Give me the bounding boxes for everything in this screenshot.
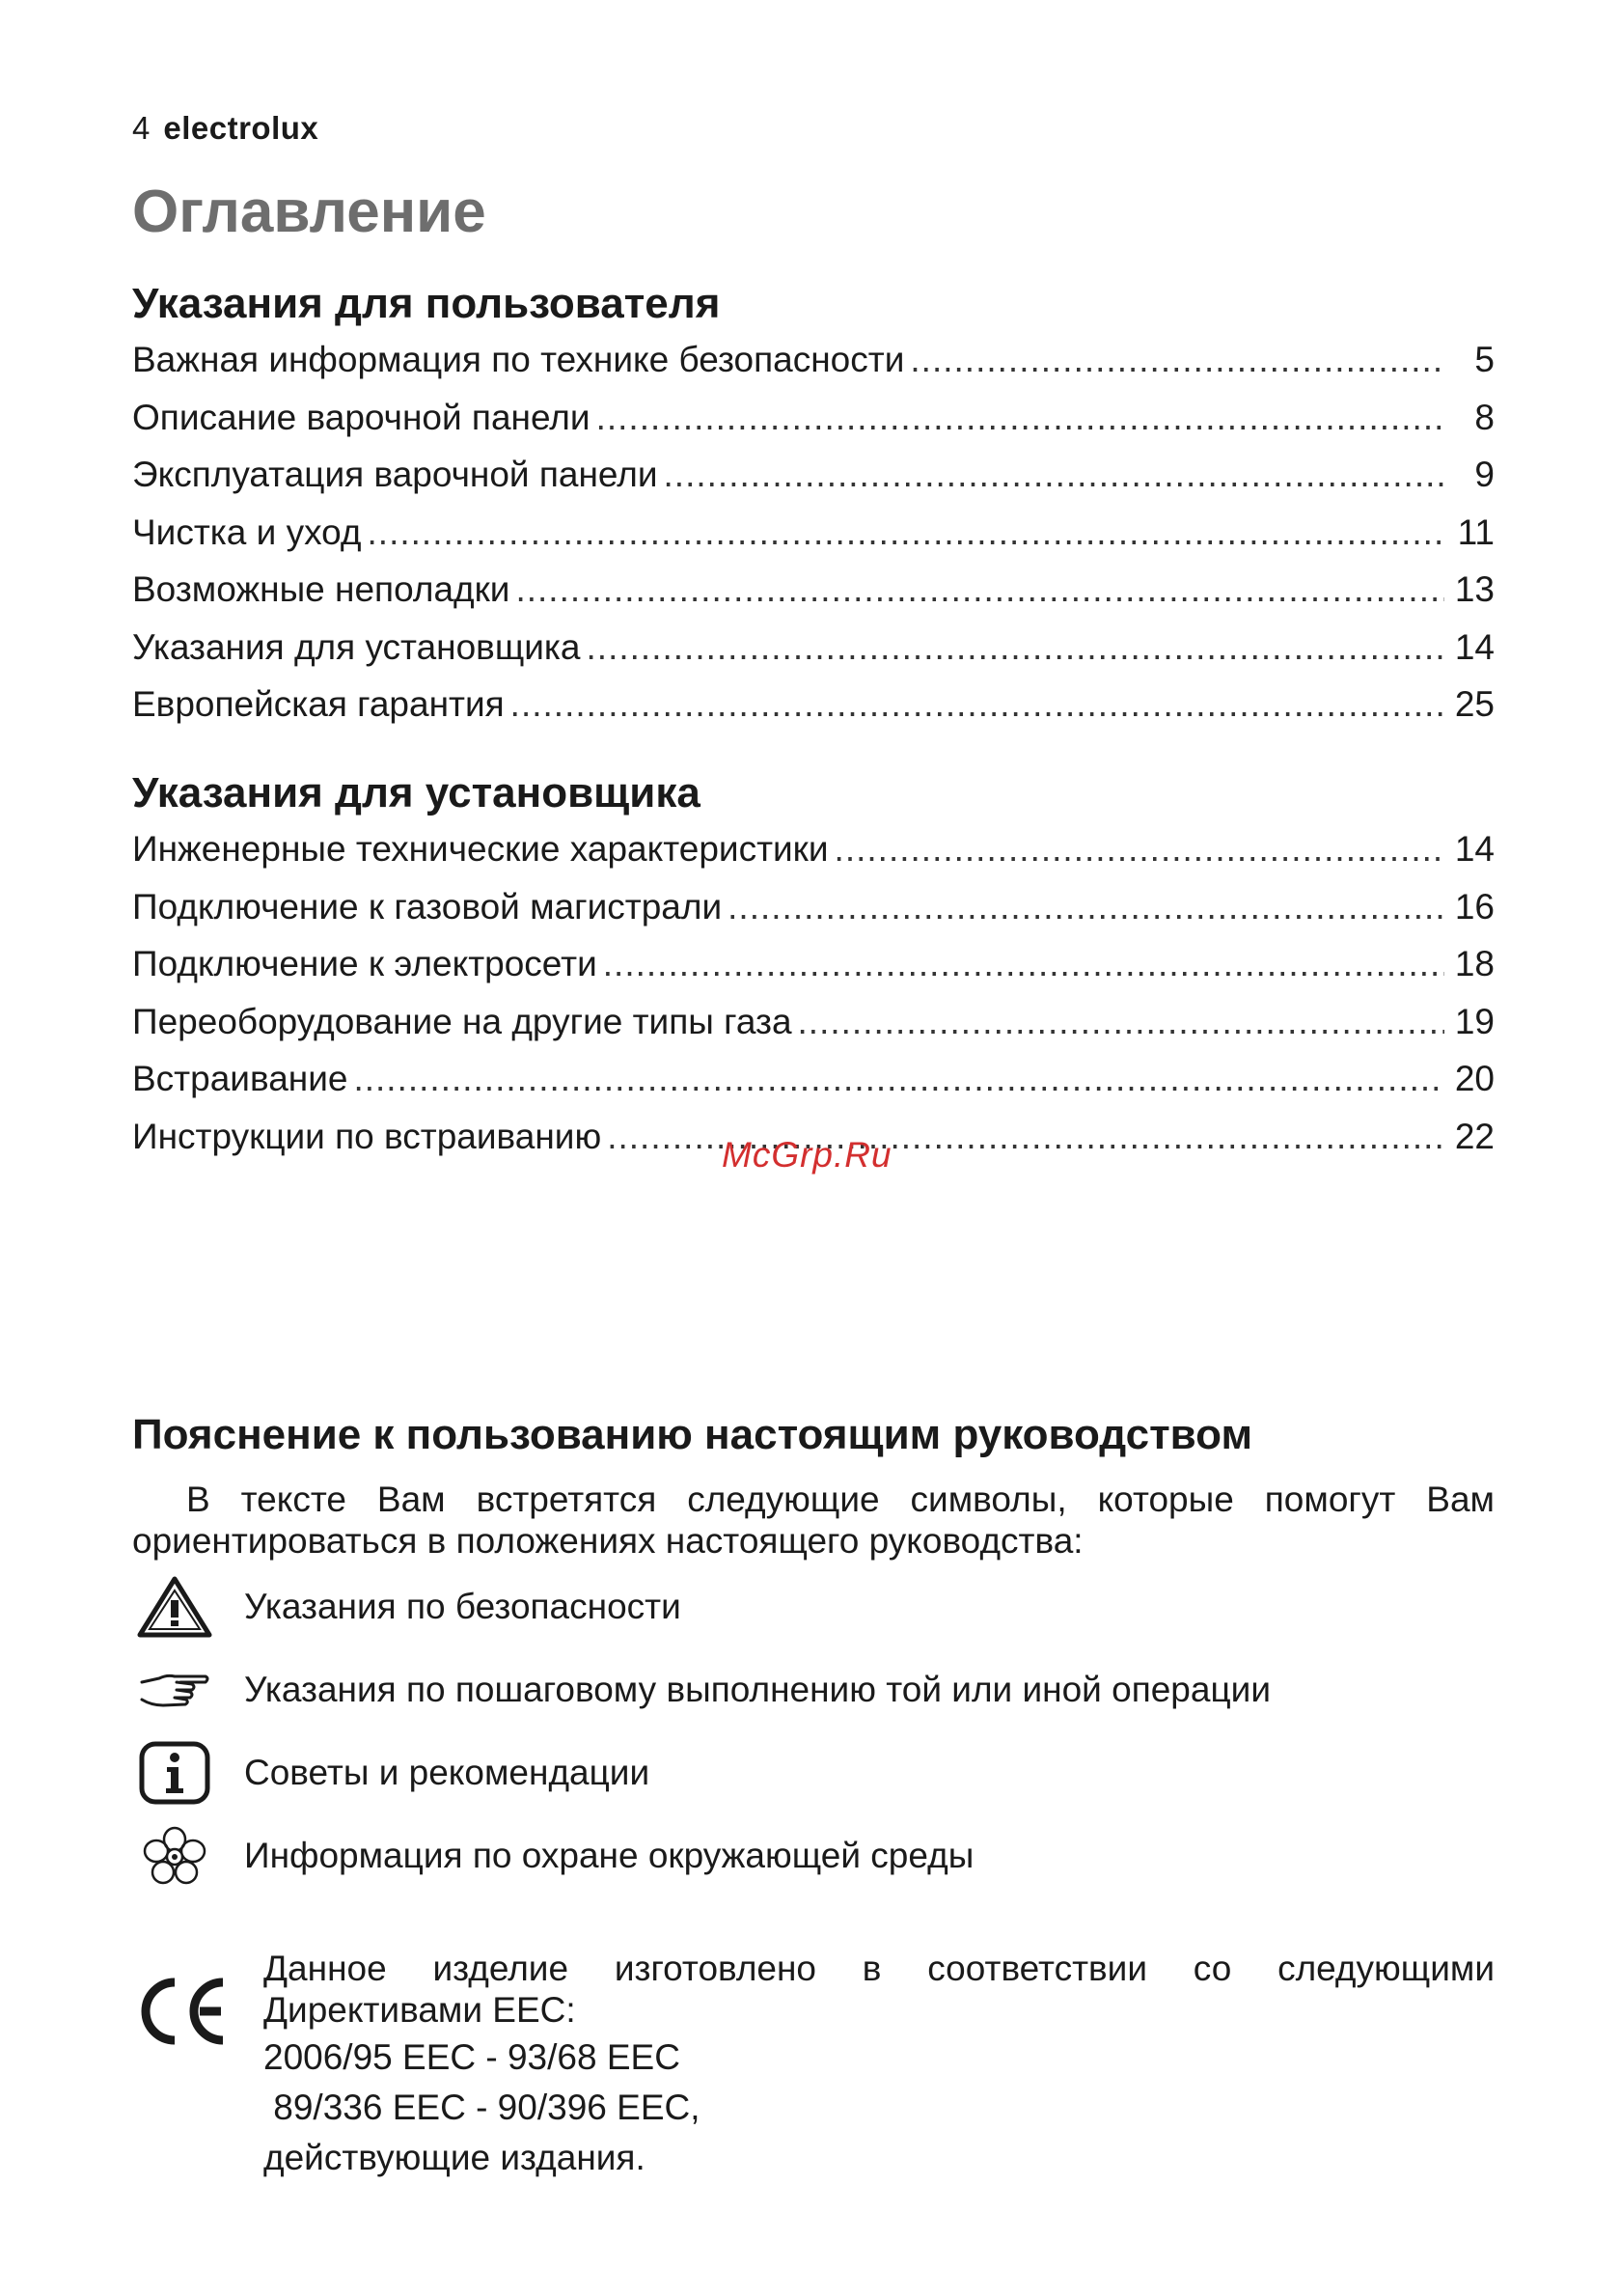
section-heading-installer: Указания для установщика (132, 769, 700, 816)
symbol-text: Указания по безопасности (244, 1587, 681, 1626)
toc-item-label: Указания для установщика (132, 626, 581, 667)
toc-item-page: 20 (1454, 1059, 1495, 1098)
toc-leader (587, 627, 1444, 668)
warning-icon (132, 1573, 217, 1641)
toc-item-label: Инженерные технические характеристики (132, 829, 829, 869)
toc-item-page: 14 (1454, 626, 1495, 667)
toc-installer (132, 829, 1495, 1174)
toc-item-page: 8 (1474, 397, 1495, 437)
toc-user (132, 340, 1495, 742)
toc-item[interactable] (132, 944, 1495, 1002)
toc-item-label: Подключение к электросети (132, 944, 597, 983)
toc-leader (728, 887, 1444, 927)
toc-item-page: 11 (1457, 512, 1495, 552)
section-heading-user: Указания для пользователя (132, 280, 721, 327)
symbol-text: Указания по пошаговому выполнению той или иной операции (244, 1670, 1271, 1709)
symbol-row (132, 1739, 649, 1807)
toc-item-label: Важная информация по технике безопасности (132, 340, 905, 379)
toc-leader (596, 398, 1444, 438)
toc-item[interactable] (132, 829, 1495, 887)
toc-item-label: Возможные неполадки (132, 569, 510, 609)
toc-leader (603, 944, 1444, 984)
toc-item[interactable] (132, 887, 1495, 945)
ce-line: Директивами EEC: (263, 1990, 576, 2030)
toc-item-label: Чистка и уход (132, 512, 362, 552)
toc-item[interactable] (132, 1059, 1495, 1117)
toc-item-label: Европейская гарантия (132, 684, 505, 724)
watermark: McGrp.Ru (722, 1135, 892, 1175)
toc-item[interactable] (132, 398, 1495, 456)
toc-leader (910, 340, 1444, 380)
toc-item-page: 19 (1454, 1001, 1495, 1041)
toc-item-label: Переоборудование на другие типы газа (132, 1001, 792, 1041)
toc-item[interactable] (132, 627, 1495, 685)
toc-item-page: 13 (1454, 569, 1495, 609)
ce-line: 89/336 EEC - 90/396 EEC, (263, 2088, 700, 2127)
toc-item[interactable] (132, 455, 1495, 512)
toc-item-page: 18 (1454, 944, 1495, 983)
toc-leader (835, 829, 1444, 870)
flower-icon (132, 1822, 217, 1890)
ce-mark-icon (132, 1973, 229, 2050)
ce-text (263, 1950, 1495, 2183)
page-number: 4 (132, 110, 151, 146)
toc-leader (368, 512, 1444, 553)
symbol-row (132, 1822, 974, 1890)
toc-item-page: 5 (1474, 340, 1495, 379)
toc-item[interactable] (132, 1002, 1495, 1060)
page-header (132, 110, 318, 147)
toc-item[interactable] (132, 569, 1495, 627)
explanation-intro: В тексте Вам встретятся следующие символы, которые помогут Вам ориентироваться в положениях настоящего руководства: (132, 1480, 1495, 1561)
pointing-hand-icon (132, 1656, 217, 1724)
toc-leader (664, 455, 1444, 495)
toc-item[interactable] (132, 512, 1495, 570)
symbol-row (132, 1573, 681, 1641)
toc-item-page: 25 (1454, 684, 1495, 724)
toc-item-label: Эксплуатация варочной панели (132, 455, 658, 494)
ce-line: Данное изделие изготовлено в соответствии со следующими (263, 1949, 1495, 1988)
toc-item[interactable] (132, 684, 1495, 742)
ce-line: 2006/95 EEC - 93/68 EEC (263, 2037, 680, 2077)
toc-item-page: 22 (1454, 1116, 1495, 1156)
toc-item-page: 14 (1454, 829, 1495, 869)
toc-item-page: 9 (1474, 455, 1495, 494)
toc-item-label: Подключение к газовой магистрали (132, 886, 723, 927)
symbol-text: Советы и рекомендации (244, 1753, 650, 1792)
toc-item-label: Встраивание (132, 1059, 348, 1098)
toc-item-label: Описание варочной панели (132, 397, 590, 437)
toc-item[interactable] (132, 340, 1495, 398)
ce-line: действующие издания. (263, 2138, 645, 2177)
toc-item-label: Инструкции по встраиванию (132, 1116, 602, 1156)
toc-leader (515, 569, 1444, 610)
symbol-row (132, 1656, 1271, 1724)
toc-leader (510, 684, 1444, 725)
explanation-heading: Пояснение к пользованию настоящим руководством (132, 1411, 1252, 1458)
toc-leader (798, 1002, 1444, 1042)
symbol-text: Информация по охране окружающей среды (244, 1836, 975, 1875)
page-title: Оглавление (132, 179, 486, 245)
toc-leader (353, 1059, 1444, 1099)
info-icon (132, 1739, 217, 1807)
brand-logo: electrolux (163, 110, 319, 146)
toc-item-page: 16 (1454, 886, 1495, 927)
